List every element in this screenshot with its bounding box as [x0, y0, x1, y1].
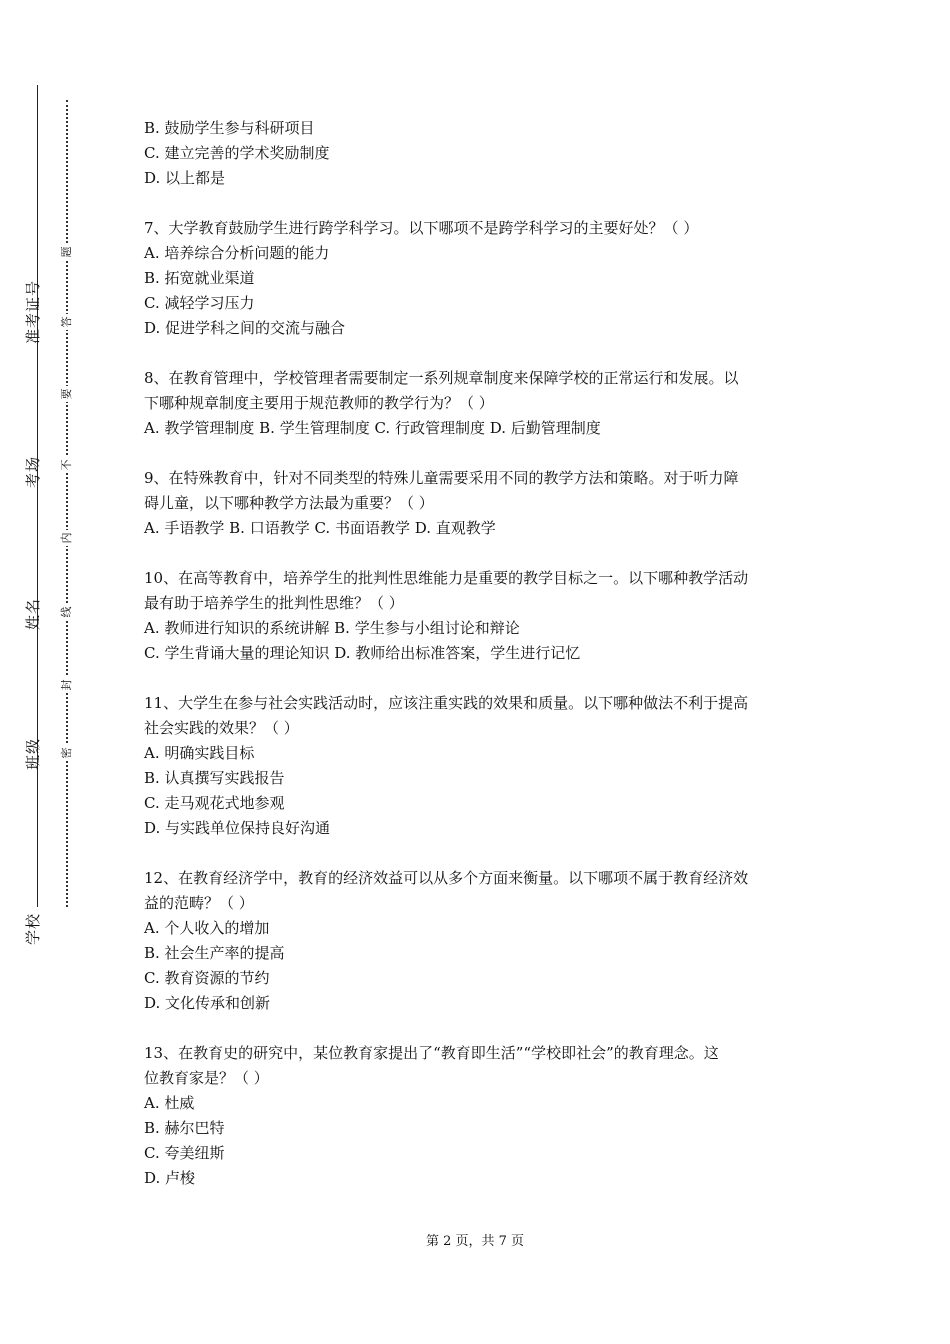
question-stem: 9、在特殊教育中，针对不同类型的特殊儿童需要采用不同的教学方法和策略。对于听力障	[144, 469, 739, 487]
option-line: B. 社会生产率的提高	[144, 944, 285, 962]
option-line: D. 卢梭	[144, 1169, 196, 1187]
question-7	[144, 216, 816, 341]
option-line: C. 教育资源的节约	[144, 969, 270, 987]
seal-char: 线	[59, 604, 75, 620]
exam-room-field: 考场	[24, 455, 42, 488]
seal-char: 题	[59, 244, 75, 260]
seal-char: 密	[59, 745, 75, 761]
question-8	[144, 366, 816, 441]
question-stem: 社会实践的效果？（ ）	[144, 719, 299, 737]
seal-char: 要	[59, 386, 75, 402]
question-stem: 12、在教育经济学中，教育的经济效益可以从多个方面来衡量。以下哪项不属于教育经济效	[144, 869, 749, 887]
option-line: A. 教学管理制度 B. 学生管理制度 C. 行政管理制度 D. 后勤管理制度	[144, 419, 601, 437]
option-line: C. 走马观花式地参观	[144, 794, 285, 812]
question-stem: 13、在教育史的研究中，某位教育家提出了“教育即生活”“学校即社会”的教育理念。这	[144, 1044, 719, 1062]
option-line: B. 鼓励学生参与科研项目	[144, 119, 315, 137]
question-stem: 7、大学教育鼓励学生进行跨学科学习。以下哪项不是跨学科学习的主要好处？（ ）	[144, 219, 699, 237]
seal-line	[66, 100, 68, 907]
option-line: D. 文化传承和创新	[144, 994, 271, 1012]
name-field: 姓名	[24, 597, 42, 630]
question-stem: 位教育家是？（ ）	[144, 1069, 269, 1087]
question-stem: 益的范畴？（ ）	[144, 894, 254, 912]
option-line: A. 明确实践目标	[144, 744, 255, 762]
option-line: B. 赫尔巴特	[144, 1119, 225, 1137]
seal-char: 内	[59, 530, 75, 546]
option-line: B. 认真撰写实践报告	[144, 769, 285, 787]
option-line: D. 以上都是	[144, 169, 226, 187]
exam-id-field: 准考证号	[24, 279, 42, 344]
question-stem: 碍儿童，以下哪种教学方法最为重要？（ ）	[144, 494, 434, 512]
binding-line	[37, 85, 38, 907]
option-line: C. 建立完善的学术奖励制度	[144, 144, 330, 162]
question-stem: 8、在教育管理中，学校管理者需要制定一系列规章制度来保障学校的正常运行和发展。以	[144, 369, 739, 387]
question-stem: 11、大学生在参与社会实践活动时，应该注重实践的效果和质量。以下哪种做法不利于提高	[144, 694, 749, 712]
option-line: D. 与实践单位保持良好沟通	[144, 819, 331, 837]
question-13	[144, 1041, 816, 1191]
continuation-options	[144, 116, 816, 191]
option-line: B. 拓宽就业渠道	[144, 269, 255, 287]
option-line: A. 手语教学 B. 口语教学 C. 书面语教学 D. 直观教学	[144, 519, 496, 537]
question-list	[144, 116, 816, 1191]
question-stem: 下哪种规章制度主要用于规范教师的教学行为？（ ）	[144, 394, 494, 412]
school-field: 学校	[24, 912, 42, 945]
option-line: A. 教师进行知识的系统讲解 B. 学生参与小组讨论和辩论	[144, 619, 520, 637]
question-stem: 最有助于培养学生的批判性思维？（ ）	[144, 594, 404, 612]
seal-char: 不	[59, 457, 75, 473]
option-line: A. 培养综合分析问题的能力	[144, 244, 330, 262]
option-line: A. 杜威	[144, 1094, 195, 1112]
page-footer: 第 2 页，共 7 页	[425, 1234, 525, 1249]
question-9	[144, 466, 816, 541]
question-12	[144, 866, 816, 1016]
option-line: C. 夸美纽斯	[144, 1144, 225, 1162]
option-line: C. 学生背诵大量的理论知识 D. 教师给出标准答案，学生进行记忆	[144, 644, 581, 662]
question-11	[144, 691, 816, 841]
option-line: C. 减轻学习压力	[144, 294, 255, 312]
question-10	[144, 566, 816, 666]
option-line: A. 个人收入的增加	[144, 919, 270, 937]
option-line: D. 促进学科之间的交流与融合	[144, 319, 346, 337]
seal-char: 封	[59, 677, 75, 693]
question-stem: 10、在高等教育中，培养学生的批判性思维能力是重要的教学目标之一。以下哪种教学活动	[144, 569, 749, 587]
seal-char: 答	[59, 314, 75, 330]
class-field: 班级	[24, 737, 42, 770]
